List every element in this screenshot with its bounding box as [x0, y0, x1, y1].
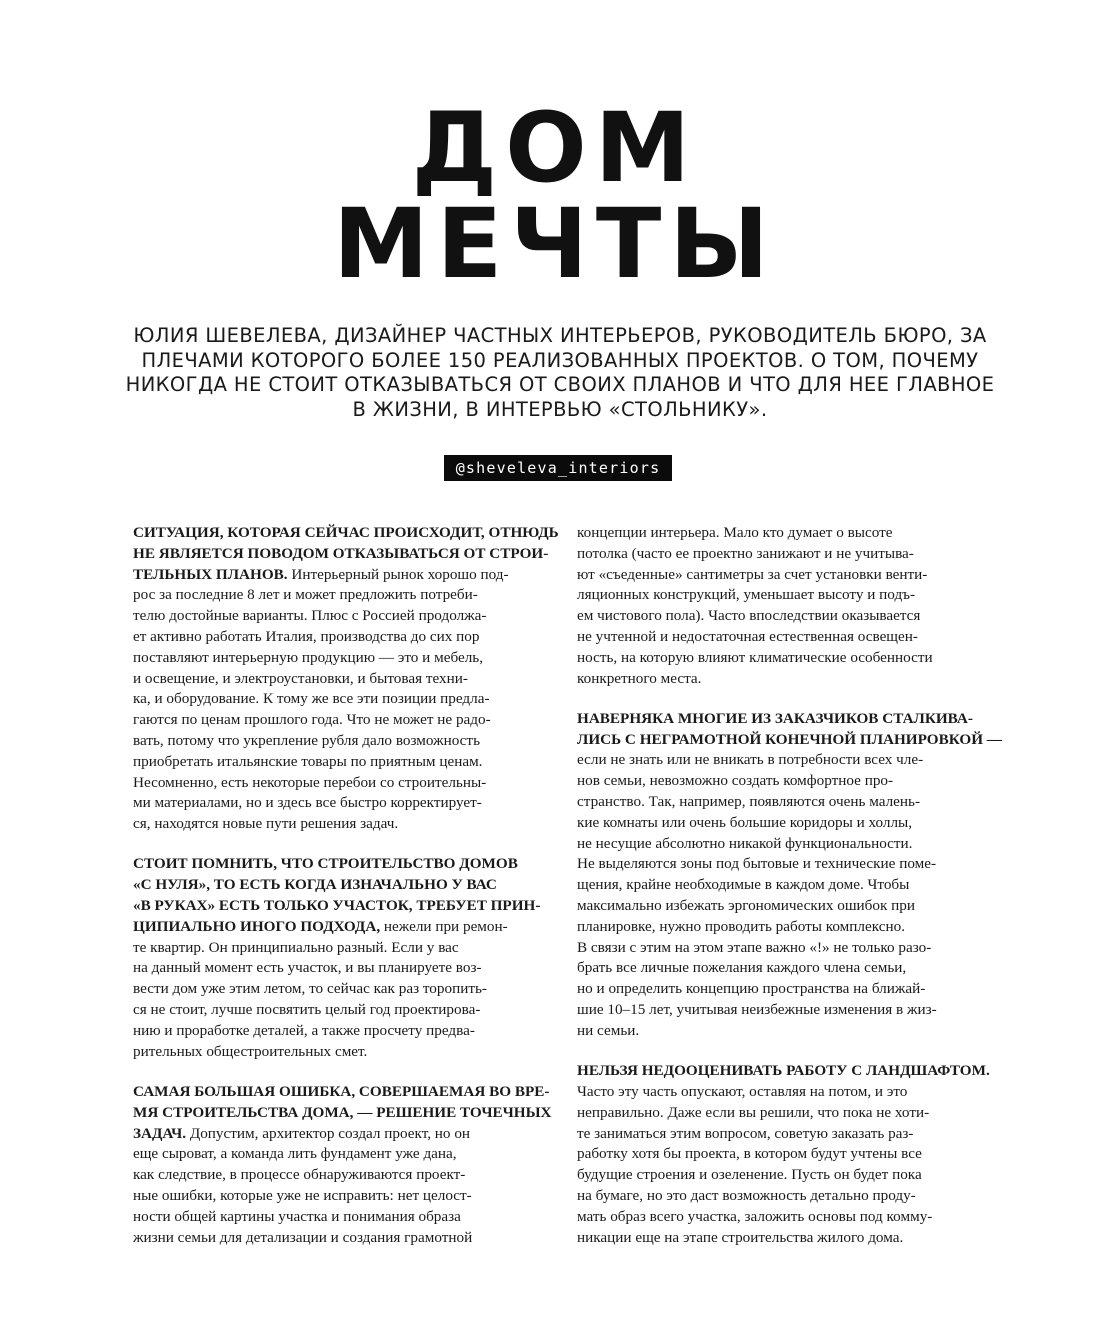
body-line: неправильно. Даже если вы решили, что пока не хоти-: [577, 1103, 930, 1121]
body-line: нию и проработке деталей, а также просчету предва-: [133, 1021, 475, 1039]
body-line: ные ошибки, которые уже не исправить: нет целост-: [133, 1186, 472, 1204]
body-line: еще сыроват, а команда лить фундамент уже дана,: [133, 1145, 457, 1163]
body-line: ность, на которую влияют климатические особенности: [577, 648, 933, 666]
body-line: будущие строения и озеленение. Пусть он будет пока: [577, 1166, 922, 1184]
paragraph-4: [577, 523, 1002, 689]
instagram-handle: @sheveleva_interiors: [444, 455, 672, 481]
body-line: Несомненно, есть некоторые перебои со строительны-: [133, 773, 487, 791]
lead-paragraph: [120, 324, 1000, 422]
body-line: ся не стоит, лучше посвятить целый год проектирова-: [133, 1001, 481, 1019]
paragraph-6: [577, 1061, 1002, 1248]
body-text: Интерьерный рынок хорошо под-: [287, 565, 509, 583]
lead-in-line: ЛИСЬ С НЕГРАМОТНОЙ КОНЕЧНОЙ ПЛАНИРОВКОЙ —: [577, 730, 1002, 748]
lead-line: ЮЛИЯ ШЕВЕЛЕВА, ДИЗАЙНЕР ЧАСТНЫХ ИНТЕРЬЕРОВ, РУКОВОДИТЕЛЬ БЮРО, ЗА: [133, 324, 987, 347]
body-line: рос за последние 8 лет и может предложить потреби-: [133, 586, 478, 604]
lead-in-line: САМАЯ БОЛЬШАЯ ОШИБКА, СОВЕРШАЕМАЯ ВО ВРЕ-: [133, 1082, 550, 1100]
body-line: ни семьи.: [577, 1021, 640, 1039]
lead-in-text: ЦИПИАЛЬНО ИНОГО ПОДХОДА,: [133, 917, 381, 935]
body-line: ляционных конструкций, уменьшает высоту и подъ-: [577, 586, 916, 604]
body-line: ет активно работать Италия, производства до сих пор: [133, 627, 480, 645]
body-line: ют «съеденные» сантиметры за счет установки венти-: [577, 565, 928, 583]
lead-in-line: НЕ ЯВЛЯЕТСЯ ПОВОДОМ ОТКАЗЫВАТЬСЯ ОТ СТРОИ-: [133, 544, 549, 562]
body-text: нежели при ремон-: [380, 917, 508, 935]
lead-in-line: «В РУКАХ» ЕСТЬ ТОЛЬКО УЧАСТОК, ТРЕБУЕТ ПРИН-: [133, 897, 541, 915]
body-line: если не знать или не вникать в потребности всех чле-: [577, 751, 924, 769]
body-line: телю достойные варианты. Плюс с Россией продолжа-: [133, 607, 487, 625]
title-line-1: ДОМ: [411, 92, 699, 204]
body-line: Не выделяются зоны под бытовые и технические поме-: [577, 855, 937, 873]
body-line: жизни семьи для детализации и создания грамотной: [133, 1228, 473, 1246]
body-line: работку хотя бы проекта, в котором будут учтены все: [577, 1145, 922, 1163]
title-line-2: МЕЧТЫ: [333, 188, 777, 300]
lead-line: НИКОГДА НЕ СТОИТ ОТКАЗЫВАТЬСЯ ОТ СВОИХ ПЛАНОВ И ЧТО ДЛЯ НЕЕ ГЛАВНОЕ: [125, 373, 995, 396]
body-line: как следствие, в процессе обнаруживаются проект-: [133, 1166, 466, 1184]
body-line: те заниматься этим вопросом, советую заказать раз-: [577, 1124, 914, 1142]
lead-in-text: ТЕЛЬНЫХ ПЛАНОВ.: [133, 565, 288, 583]
body-line: никации еще на этапе строительства жилого дома.: [577, 1228, 904, 1246]
body-line: нов семьи, невозможно создать комфортное про-: [577, 772, 894, 790]
body-line: рительных общестроительных смет.: [133, 1042, 368, 1060]
lead-in-text: ЗАДАЧ.: [133, 1124, 187, 1142]
lead-line: В ЖИЗНИ, В ИНТЕРВЬЮ «СТОЛЬНИКУ».: [352, 397, 768, 421]
body-line: брать все личные пожелания каждого члена семьи,: [577, 959, 907, 977]
body-line: максимально избежать эргономических ошибок при: [577, 897, 916, 915]
body-line: конкретного места.: [577, 669, 702, 687]
body-line: мать образ всего участка, заложить основы под комму-: [577, 1207, 933, 1225]
paragraph-3: [133, 1082, 552, 1248]
body-line: шие 10–15 лет, учитывая неизбежные изменения в жиз-: [577, 1001, 937, 1019]
paragraph-2: [133, 854, 543, 1062]
body-line: вать, потому что укрепление рубля дало возможность: [133, 731, 480, 749]
body-line: те квартир. Он принципиально разный. Если у вас: [133, 938, 459, 956]
body-line: Часто эту часть опускают, оставляя на потом, и это: [577, 1082, 908, 1100]
body-line: ем чистового пола). Часто впоследствии оказывается: [577, 607, 921, 625]
body-line: приобретать итальянские товары по приятным ценам.: [133, 752, 483, 770]
paragraph-1: [133, 523, 559, 835]
body-line: ка, и оборудование. К тому же все эти позиции предла-: [133, 690, 490, 708]
body-line: странство. Так, например, появляются очень малень-: [577, 793, 921, 811]
body-line: щения, крайне необходимые в каждом доме. Чтобы: [577, 876, 910, 894]
body-line: ности общей картины участка и понимания образа: [133, 1207, 461, 1225]
body-line: кие комнаты или очень большие коридоры и холлы,: [577, 813, 913, 831]
body-line: ся, находятся новые пути решения задач.: [133, 815, 399, 833]
paragraph-5: [577, 709, 1002, 1042]
body-line: потолка (часто ее проектно занижают и не учитыва-: [577, 544, 914, 562]
body-line: концепции интерьера. Мало кто думает о высоте: [577, 524, 893, 541]
body-line: и освещение, и электроустановки, и бытовая техни-: [133, 669, 468, 687]
body-line: поставляют интерьерную продукцию — это и мебель,: [133, 648, 484, 666]
left-column: [133, 523, 559, 1248]
lead-in-line: МЯ СТРОИТЕЛЬСТВА ДОМА, — РЕШЕНИЕ ТОЧЕЧНЫХ: [133, 1103, 552, 1121]
right-column: [577, 523, 1002, 1248]
lead-in-line: «С НУЛЯ», ТО ЕСТЬ КОГДА ИЗНАЧАЛЬНО У ВАС: [133, 876, 497, 894]
body-line: на данный момент есть участок, и вы планируете воз-: [133, 959, 482, 977]
body-line: вести дом уже этим летом, то сейчас как раз торопить-: [133, 980, 487, 998]
body-line: ми материалами, но и здесь все быстро корректирует-: [133, 794, 482, 812]
body-line: планировке, нужно проводить работы комплексно.: [577, 917, 906, 935]
lead-line: ПЛЕЧАМИ КОТОРОГО БОЛЕЕ 150 РЕАЛИЗОВАННЫХ ПРОЕКТОВ. О ТОМ, ПОЧЕМУ: [141, 348, 979, 372]
body-line: В связи с этим на этом этапе важно «!» не только разо-: [577, 938, 932, 956]
lead-in-line: НАВЕРНЯКА МНОГИЕ ИЗ ЗАКАЗЧИКОВ СТАЛКИВА-: [577, 709, 973, 727]
body-line: не учтенной и недостаточная естественная освещен-: [577, 627, 918, 645]
body-line: гаются по ценам прошлого года. Что не может не радо-: [133, 711, 491, 729]
article-title: [0, 92, 1110, 300]
lead-in-line: СТОИТ ПОМНИТЬ, ЧТО СТРОИТЕЛЬСТВО ДОМОВ: [133, 855, 518, 873]
body-line: не несущие абсолютно никакой функциональности.: [577, 834, 913, 852]
body-line: но и определить концепцию пространства на ближай-: [577, 980, 926, 998]
lead-in-line: СИТУАЦИЯ, КОТОРАЯ СЕЙЧАС ПРОИСХОДИТ, ОТНЮДЬ: [133, 524, 559, 541]
lead-in-line: НЕЛЬЗЯ НЕДООЦЕНИВАТЬ РАБОТУ С ЛАНДШАФТОМ.: [577, 1062, 990, 1080]
body-text: Допустим, архитектор создал проект, но он: [186, 1124, 471, 1142]
body-line: на бумаге, но это даст возможность детально проду-: [577, 1186, 916, 1204]
